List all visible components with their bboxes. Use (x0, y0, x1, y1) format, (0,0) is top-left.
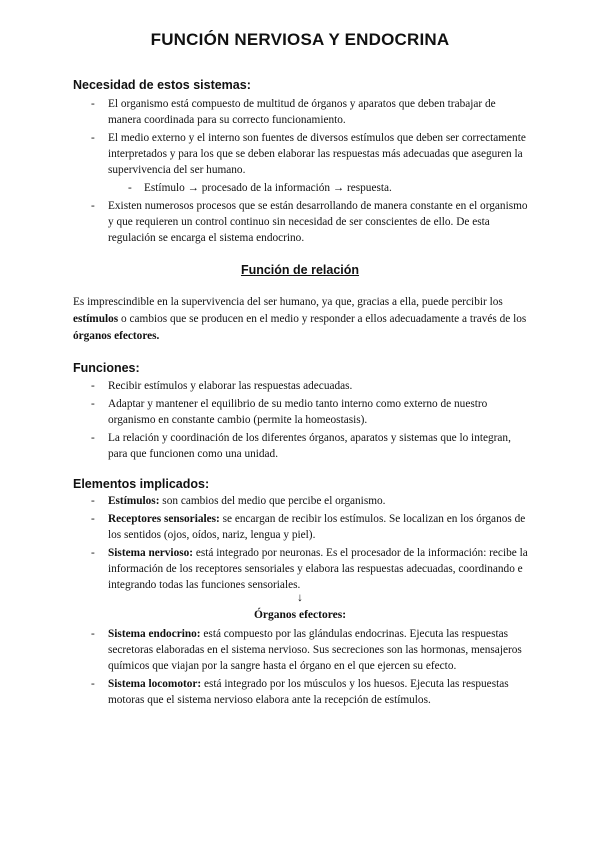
list-item: - La relación y coordinación de los diferentes órganos, aparatos y sistemas que lo integran, para que funcionen como una unidad. (88, 430, 528, 462)
elementos-heading: Elementos implicados: (73, 477, 210, 491)
funciones-heading: Funciones: (73, 361, 140, 375)
relacion-text-2: o cambios que se producen en el medio y responder a ellos adecuadamente a través de los (118, 313, 527, 325)
efectores-list (88, 626, 528, 710)
list-item (88, 676, 528, 708)
list-item-sub: - Estímulo → procesado de la información → respuesta. (88, 180, 528, 196)
list-item: - Recibir estímulos y elaborar las respuestas adecuadas. (88, 378, 528, 394)
term: Sistema nervioso: (108, 547, 194, 559)
necesidad-list (88, 96, 528, 248)
list-item (88, 511, 528, 543)
relacion-bold-2: órganos efectores. (73, 330, 160, 342)
list-item (88, 545, 528, 593)
relacion-paragraph (73, 294, 528, 345)
term: Receptores sensoriales: (108, 513, 220, 525)
list-item (88, 626, 528, 674)
down-arrow-icon: ↓ (297, 592, 303, 604)
definition: está integrado por los músculos y los huesos. Ejecuta las respuestas motoras que el sistema nervioso elabora ante la recepción de estímulos. (108, 678, 509, 706)
definition: está compuesto por las glándulas endocrinas. Ejecuta las respuestas secretoras elaboradas en el sistema nervioso. Sus secreciones son las hormonas, mensajeros químicos que viajan por la sangre hasta el órgano en el que ejercen su efecto. (108, 628, 522, 672)
list-item (88, 493, 528, 509)
elementos-list (88, 493, 528, 595)
document-title: FUNCIÓN NERVIOSA Y ENDOCRINA (150, 30, 450, 49)
list-item: - Adaptar y mantener el equilibrio de su medio tanto interno como externo de nuestro organismo en constante cambio (permite la homeostasis). (88, 396, 528, 428)
efectores-heading: Órganos efectores: (253, 609, 347, 621)
relacion-bold-1: estímulos (73, 313, 119, 325)
term: Sistema locomotor: (108, 678, 202, 690)
list-item: - El medio externo y el interno son fuentes de diversos estímulos que deben ser correctamente interpretados y para los que se deben elaborar las respuestas más adecuadas que aseguren la supervivencia del ser humano. (88, 130, 528, 178)
definition: se encargan de recibir los estímulos. Se localizan en los órganos de los sentidos (ojos, oídos, nariz, lengua y piel). (108, 513, 526, 541)
term: Estímulos: (108, 495, 160, 507)
definition: está integrado por neuronas. Es el procesador de la información: recibe la información de los receptores sensoriales y elabora las respuestas adecuadas, coordinando e integrando todas las funciones sensoriales. (108, 547, 528, 591)
relacion-heading: Función de relación (240, 263, 360, 277)
list-item: - Existen numerosos procesos que se están desarrollando de manera constante en el organismo y que requieren un control continuo sin necesidad de ser conscientes de ello. De esta regulación se encarga el sistema endocrino. (88, 198, 528, 246)
definition: son cambios del medio que percibe el organismo. (159, 495, 386, 507)
funciones-list (88, 378, 528, 464)
term: Sistema endocrino: (108, 628, 201, 640)
necesidad-heading: Necesidad de estos sistemas: (73, 78, 251, 92)
list-item: - El organismo está compuesto de multitud de órganos y aparatos que deben trabajar de manera coordinada para su correcto funcionamiento. (88, 96, 528, 128)
relacion-text-1: Es imprescindible en la supervivencia del ser humano, ya que, gracias a ella, puede percibir los (73, 296, 503, 308)
